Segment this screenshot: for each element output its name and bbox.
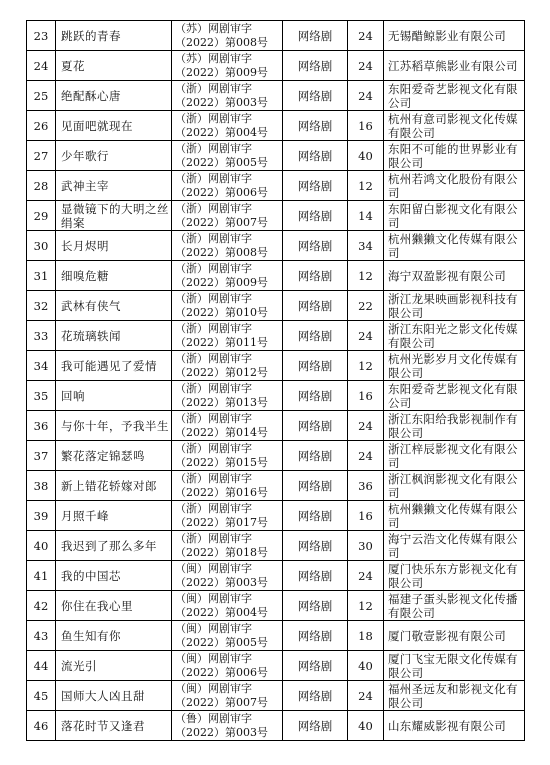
drama-title-cell: 花琉璃轶闻 xyxy=(56,321,172,351)
table-row xyxy=(27,21,525,51)
category-cell: 网络剧 xyxy=(283,441,348,471)
serial-number-cell: 27 xyxy=(27,141,56,171)
drama-title-cell: 细嗅危糖 xyxy=(56,261,172,291)
serial-number-cell: 44 xyxy=(27,651,56,681)
episode-count-cell: 24 xyxy=(348,51,384,81)
production-company-cell: 厦门敬壹影视有限公司 xyxy=(384,621,525,651)
serial-number-cell: 32 xyxy=(27,291,56,321)
license-table xyxy=(26,20,525,741)
production-company-cell: 江苏稻草熊影业有限公司 xyxy=(384,51,525,81)
serial-number-cell: 36 xyxy=(27,411,56,441)
license-line-1: （浙）网剧审字 xyxy=(175,172,252,185)
license-number-cell xyxy=(172,111,283,141)
serial-number-cell: 26 xyxy=(27,111,56,141)
license-number-cell xyxy=(172,321,283,351)
episode-count-cell: 40 xyxy=(348,141,384,171)
drama-title-cell: 绝配酥心唐 xyxy=(56,81,172,111)
license-line-2: （2022）第010号 xyxy=(175,305,268,319)
license-number-cell xyxy=(172,591,283,621)
category-cell: 网络剧 xyxy=(283,411,348,441)
episode-count-cell: 40 xyxy=(348,651,384,681)
license-line-1: （鲁）网剧审字 xyxy=(175,712,252,725)
production-company-cell: 杭州光影岁月文化传媒有限公司 xyxy=(384,351,525,381)
serial-number-cell: 24 xyxy=(27,51,56,81)
license-number-cell xyxy=(172,231,283,261)
license-line-1: （浙）网剧审字 xyxy=(175,502,252,515)
category-cell: 网络剧 xyxy=(283,111,348,141)
production-company-cell: 海宁双盈影视有限公司 xyxy=(384,261,525,291)
episode-count-cell: 40 xyxy=(348,711,384,741)
license-number-cell xyxy=(172,411,283,441)
production-company-cell: 杭州獭獭文化传媒有限公司 xyxy=(384,501,525,531)
episode-count-cell: 16 xyxy=(348,111,384,141)
serial-number-cell: 45 xyxy=(27,681,56,711)
table-row xyxy=(27,471,525,501)
serial-number-cell: 38 xyxy=(27,471,56,501)
serial-number-cell: 34 xyxy=(27,351,56,381)
license-line-2: （2022）第017号 xyxy=(175,515,268,529)
license-number-cell xyxy=(172,561,283,591)
license-line-1: （浙）网剧审字 xyxy=(175,232,252,245)
license-line-2: （2022）第018号 xyxy=(175,545,268,559)
serial-number-cell: 30 xyxy=(27,231,56,261)
serial-number-cell: 39 xyxy=(27,501,56,531)
table-row xyxy=(27,291,525,321)
drama-title-cell: 新上错花轿嫁对郎 xyxy=(56,471,172,501)
serial-number-cell: 25 xyxy=(27,81,56,111)
license-line-1: （闽）网剧审字 xyxy=(175,592,252,605)
license-line-2: （2022）第003号 xyxy=(175,95,268,109)
table-row xyxy=(27,651,525,681)
category-cell: 网络剧 xyxy=(283,141,348,171)
serial-number-cell: 33 xyxy=(27,321,56,351)
license-line-1: （闽）网剧审字 xyxy=(175,682,252,695)
table-row xyxy=(27,531,525,561)
production-company-cell: 浙江枫润影视文化有限公司 xyxy=(384,471,525,501)
episode-count-cell: 24 xyxy=(348,21,384,51)
license-number-cell xyxy=(172,201,283,231)
license-number-cell xyxy=(172,681,283,711)
drama-title-cell: 显微镜下的大明之丝绢案 xyxy=(56,201,172,231)
episode-count-cell: 36 xyxy=(348,471,384,501)
production-company-cell: 浙江东阳光之影文化传媒有限公司 xyxy=(384,321,525,351)
category-cell: 网络剧 xyxy=(283,231,348,261)
episode-count-cell: 22 xyxy=(348,291,384,321)
table-row xyxy=(27,441,525,471)
license-line-1: （苏）网剧审字 xyxy=(175,52,252,65)
license-number-cell xyxy=(172,621,283,651)
table-row xyxy=(27,711,525,741)
drama-title-cell: 我可能遇见了爱情 xyxy=(56,351,172,381)
production-company-cell: 杭州若鸿文化股份有限公司 xyxy=(384,171,525,201)
license-line-2: （2022）第004号 xyxy=(175,605,268,619)
table-row xyxy=(27,381,525,411)
license-line-2: （2022）第008号 xyxy=(175,35,268,49)
category-cell: 网络剧 xyxy=(283,321,348,351)
table-row xyxy=(27,171,525,201)
drama-title-cell: 你住在我心里 xyxy=(56,591,172,621)
table-row xyxy=(27,681,525,711)
episode-count-cell: 24 xyxy=(348,321,384,351)
license-line-2: （2022）第003号 xyxy=(175,725,268,739)
license-line-2: （2022）第007号 xyxy=(175,695,268,709)
table-row xyxy=(27,351,525,381)
episode-count-cell: 24 xyxy=(348,681,384,711)
serial-number-cell: 46 xyxy=(27,711,56,741)
production-company-cell: 东阳爱奇艺影视文化有限公司 xyxy=(384,381,525,411)
category-cell: 网络剧 xyxy=(283,561,348,591)
license-line-1: （浙）网剧审字 xyxy=(175,382,252,395)
license-line-2: （2022）第004号 xyxy=(175,125,268,139)
drama-title-cell: 流光引 xyxy=(56,651,172,681)
episode-count-cell: 12 xyxy=(348,591,384,621)
license-line-1: （浙）网剧审字 xyxy=(175,262,252,275)
license-line-2: （2022）第011号 xyxy=(175,335,268,349)
license-line-2: （2022）第015号 xyxy=(175,455,268,469)
license-number-cell xyxy=(172,651,283,681)
drama-title-cell: 回响 xyxy=(56,381,172,411)
production-company-cell: 浙江梓辰影视文化有限公司 xyxy=(384,441,525,471)
drama-title-cell: 国师大人凶且甜 xyxy=(56,681,172,711)
drama-title-cell: 见面吧就现在 xyxy=(56,111,172,141)
license-number-cell xyxy=(172,381,283,411)
license-line-2: （2022）第008号 xyxy=(175,245,268,259)
production-company-cell: 杭州獭獭文化传媒有限公司 xyxy=(384,231,525,261)
serial-number-cell: 41 xyxy=(27,561,56,591)
category-cell: 网络剧 xyxy=(283,471,348,501)
episode-count-cell: 34 xyxy=(348,231,384,261)
production-company-cell: 东阳留白影视文化有限公司 xyxy=(384,201,525,231)
category-cell: 网络剧 xyxy=(283,261,348,291)
category-cell: 网络剧 xyxy=(283,711,348,741)
category-cell: 网络剧 xyxy=(283,681,348,711)
episode-count-cell: 12 xyxy=(348,261,384,291)
table-row xyxy=(27,141,525,171)
production-company-cell: 杭州有意司影视文化传媒有限公司 xyxy=(384,111,525,141)
episode-count-cell: 24 xyxy=(348,441,384,471)
episode-count-cell: 24 xyxy=(348,561,384,591)
table-row xyxy=(27,321,525,351)
license-line-2: （2022）第009号 xyxy=(175,65,268,79)
license-line-2: （2022）第003号 xyxy=(175,575,268,589)
license-line-1: （浙）网剧审字 xyxy=(175,202,252,215)
category-cell: 网络剧 xyxy=(283,381,348,411)
license-line-2: （2022）第016号 xyxy=(175,485,268,499)
license-number-cell xyxy=(172,171,283,201)
drama-title-cell: 月照千峰 xyxy=(56,501,172,531)
production-company-cell: 海宁云浩文化传媒有限公司 xyxy=(384,531,525,561)
episode-count-cell: 24 xyxy=(348,81,384,111)
table-row xyxy=(27,621,525,651)
drama-title-cell: 我迟到了那么多年 xyxy=(56,531,172,561)
table-row xyxy=(27,111,525,141)
license-line-2: （2022）第006号 xyxy=(175,665,268,679)
episode-count-cell: 14 xyxy=(348,201,384,231)
drama-title-cell: 夏花 xyxy=(56,51,172,81)
license-number-cell xyxy=(172,21,283,51)
drama-title-cell: 落花时节又逢君 xyxy=(56,711,172,741)
episode-count-cell: 16 xyxy=(348,501,384,531)
license-number-cell xyxy=(172,711,283,741)
license-line-1: （浙）网剧审字 xyxy=(175,292,252,305)
table-row xyxy=(27,231,525,261)
license-line-1: （浙）网剧审字 xyxy=(175,442,252,455)
license-line-1: （浙）网剧审字 xyxy=(175,472,252,485)
license-number-cell xyxy=(172,51,283,81)
table-row xyxy=(27,501,525,531)
table-row xyxy=(27,201,525,231)
license-line-2: （2022）第009号 xyxy=(175,275,268,289)
episode-count-cell: 16 xyxy=(348,381,384,411)
license-line-1: （浙）网剧审字 xyxy=(175,412,252,425)
drama-title-cell: 少年歌行 xyxy=(56,141,172,171)
drama-title-cell: 与你十年，予我半生 xyxy=(56,411,172,441)
production-company-cell: 东阳爱奇艺影视文化有限公司 xyxy=(384,81,525,111)
license-line-1: （闽）网剧审字 xyxy=(175,562,252,575)
license-line-1: （浙）网剧审字 xyxy=(175,142,252,155)
category-cell: 网络剧 xyxy=(283,51,348,81)
category-cell: 网络剧 xyxy=(283,651,348,681)
license-line-2: （2022）第005号 xyxy=(175,635,268,649)
license-number-cell xyxy=(172,441,283,471)
category-cell: 网络剧 xyxy=(283,291,348,321)
license-line-2: （2022）第013号 xyxy=(175,395,268,409)
license-line-2: （2022）第014号 xyxy=(175,425,268,439)
license-line-1: （浙）网剧审字 xyxy=(175,532,252,545)
episode-count-cell: 12 xyxy=(348,351,384,381)
license-number-cell xyxy=(172,261,283,291)
production-company-cell: 东阳不可能的世界影业有限公司 xyxy=(384,141,525,171)
license-line-1: （浙）网剧审字 xyxy=(175,352,252,365)
category-cell: 网络剧 xyxy=(283,201,348,231)
table-row xyxy=(27,411,525,441)
license-line-2: （2022）第005号 xyxy=(175,155,268,169)
category-cell: 网络剧 xyxy=(283,21,348,51)
license-line-2: （2022）第006号 xyxy=(175,185,268,199)
drama-title-cell: 武神主宰 xyxy=(56,171,172,201)
production-company-cell: 福州圣远友和影视文化有限公司 xyxy=(384,681,525,711)
episode-count-cell: 12 xyxy=(348,171,384,201)
production-company-cell: 福建子蛋头影视文化传播有限公司 xyxy=(384,591,525,621)
license-number-cell xyxy=(172,81,283,111)
episode-count-cell: 24 xyxy=(348,411,384,441)
serial-number-cell: 29 xyxy=(27,201,56,231)
serial-number-cell: 31 xyxy=(27,261,56,291)
drama-title-cell: 长月烬明 xyxy=(56,231,172,261)
production-company-cell: 厦门飞宝无限文化传媒有限公司 xyxy=(384,651,525,681)
drama-title-cell: 跳跃的青春 xyxy=(56,21,172,51)
license-line-1: （闽）网剧审字 xyxy=(175,652,252,665)
table-row xyxy=(27,561,525,591)
serial-number-cell: 37 xyxy=(27,441,56,471)
license-number-cell xyxy=(172,351,283,381)
license-line-1: （浙）网剧审字 xyxy=(175,112,252,125)
episode-count-cell: 18 xyxy=(348,621,384,651)
license-number-cell xyxy=(172,141,283,171)
serial-number-cell: 23 xyxy=(27,21,56,51)
license-number-cell xyxy=(172,471,283,501)
serial-number-cell: 35 xyxy=(27,381,56,411)
license-line-1: （浙）网剧审字 xyxy=(175,322,252,335)
serial-number-cell: 43 xyxy=(27,621,56,651)
license-line-1: （浙）网剧审字 xyxy=(175,82,252,95)
production-company-cell: 无锡醋鲸影业有限公司 xyxy=(384,21,525,51)
episode-count-cell: 30 xyxy=(348,531,384,561)
serial-number-cell: 28 xyxy=(27,171,56,201)
drama-title-cell: 武林有侠气 xyxy=(56,291,172,321)
category-cell: 网络剧 xyxy=(283,81,348,111)
category-cell: 网络剧 xyxy=(283,621,348,651)
category-cell: 网络剧 xyxy=(283,591,348,621)
drama-title-cell: 繁花落定锦瑟鸣 xyxy=(56,441,172,471)
license-number-cell xyxy=(172,501,283,531)
table-row xyxy=(27,51,525,81)
table-row xyxy=(27,261,525,291)
category-cell: 网络剧 xyxy=(283,531,348,561)
license-line-1: （闽）网剧审字 xyxy=(175,622,252,635)
license-number-cell xyxy=(172,291,283,321)
category-cell: 网络剧 xyxy=(283,351,348,381)
license-line-2: （2022）第012号 xyxy=(175,365,268,379)
category-cell: 网络剧 xyxy=(283,171,348,201)
serial-number-cell: 42 xyxy=(27,591,56,621)
license-table-body xyxy=(27,21,525,741)
table-row xyxy=(27,591,525,621)
production-company-cell: 浙江龙果映画影视科技有限公司 xyxy=(384,291,525,321)
category-cell: 网络剧 xyxy=(283,501,348,531)
drama-title-cell: 鱼生知有你 xyxy=(56,621,172,651)
serial-number-cell: 40 xyxy=(27,531,56,561)
license-line-2: （2022）第007号 xyxy=(175,215,268,229)
drama-title-cell: 我的中国芯 xyxy=(56,561,172,591)
table-row xyxy=(27,81,525,111)
production-company-cell: 浙江东阳给我影视制作有限公司 xyxy=(384,411,525,441)
license-line-1: （苏）网剧审字 xyxy=(175,22,252,35)
production-company-cell: 厦门快乐东方影视文化有限公司 xyxy=(384,561,525,591)
license-number-cell xyxy=(172,531,283,561)
production-company-cell: 山东耀威影视有限公司 xyxy=(384,711,525,741)
